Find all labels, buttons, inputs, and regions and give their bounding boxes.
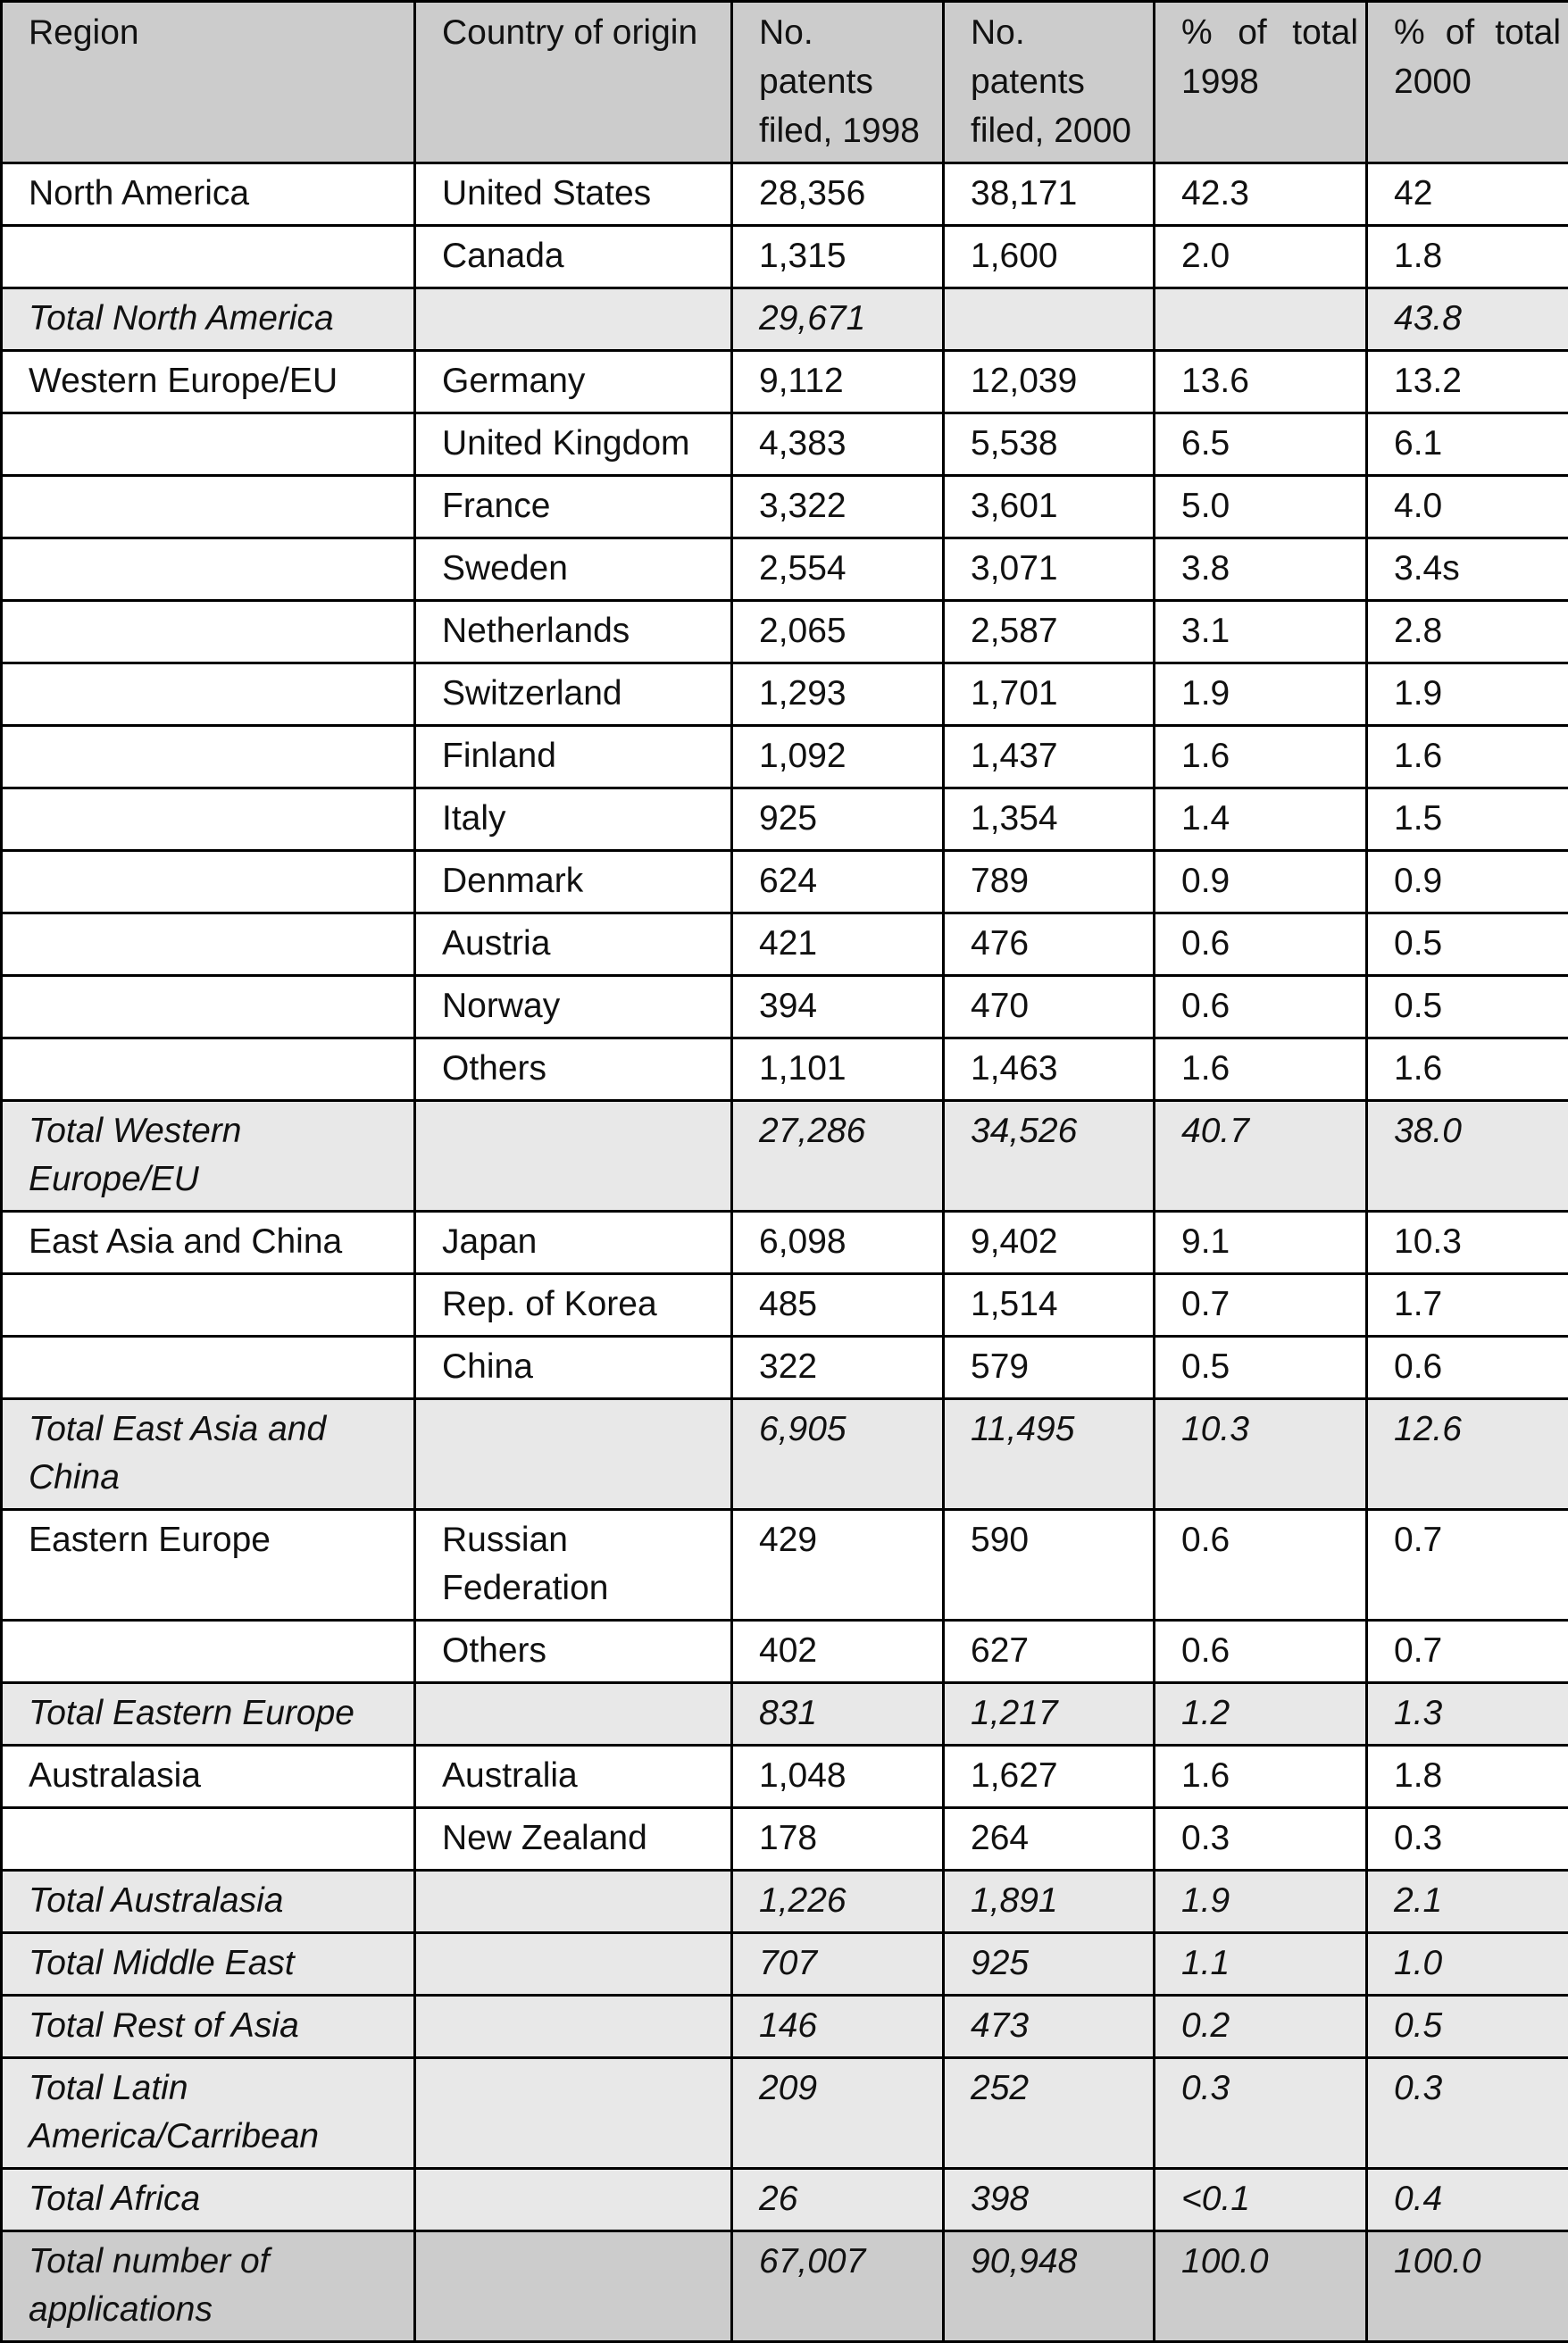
cell-patents-2000: 5,538 xyxy=(944,413,1155,476)
header-country: Country of origin xyxy=(415,2,732,163)
cell-region: Total Africa xyxy=(2,2169,415,2231)
cell-region xyxy=(2,851,415,913)
cell-patents-1998: 1,048 xyxy=(732,1746,944,1808)
cell-pct-2000: 1.0 xyxy=(1367,1933,1568,1996)
cell-country xyxy=(415,1101,732,1212)
cell-region: Australasia xyxy=(2,1746,415,1808)
cell-country xyxy=(415,2169,732,2231)
table-row xyxy=(2,913,1568,976)
cell-region: Total Middle East xyxy=(2,1933,415,1996)
cell-pct-1998: 9.1 xyxy=(1155,1212,1367,1274)
cell-region: North America xyxy=(2,163,415,226)
header-patents-2000: No. patents filed, 2000 xyxy=(944,2,1155,163)
cell-patents-2000: 3,601 xyxy=(944,476,1155,538)
cell-region xyxy=(2,663,415,726)
table-row xyxy=(2,1746,1568,1808)
cell-pct-1998: 5.0 xyxy=(1155,476,1367,538)
cell-patents-2000: 476 xyxy=(944,913,1155,976)
cell-patents-1998: 209 xyxy=(732,2058,944,2169)
subtotal-row xyxy=(2,1933,1568,1996)
cell-country: Switzerland xyxy=(415,663,732,726)
cell-pct-2000: 1.3 xyxy=(1367,1683,1568,1746)
table-row xyxy=(2,1038,1568,1101)
table-row xyxy=(2,976,1568,1038)
cell-patents-1998: 9,112 xyxy=(732,351,944,413)
cell-country xyxy=(415,1871,732,1933)
cell-patents-1998: 1,293 xyxy=(732,663,944,726)
header-pct-2000: % of total 2000 xyxy=(1367,2,1568,163)
cell-region xyxy=(2,913,415,976)
cell-pct-1998: 0.6 xyxy=(1155,913,1367,976)
cell-patents-1998: 402 xyxy=(732,1621,944,1683)
cell-pct-2000: 2.8 xyxy=(1367,601,1568,663)
cell-patents-2000: 473 xyxy=(944,1996,1155,2058)
cell-pct-2000: 0.5 xyxy=(1367,913,1568,976)
cell-country: New Zealand xyxy=(415,1808,732,1871)
cell-country: Netherlands xyxy=(415,601,732,663)
cell-pct-1998: 0.6 xyxy=(1155,1621,1367,1683)
cell-patents-1998: 831 xyxy=(732,1683,944,1746)
cell-pct-2000: 1.8 xyxy=(1367,1746,1568,1808)
cell-patents-2000: 252 xyxy=(944,2058,1155,2169)
cell-country: United States xyxy=(415,163,732,226)
cell-patents-2000: 1,354 xyxy=(944,788,1155,851)
subtotal-row xyxy=(2,1399,1568,1510)
cell-region: Total North America xyxy=(2,288,415,351)
cell-region xyxy=(2,413,415,476)
cell-patents-2000: 1,437 xyxy=(944,726,1155,788)
cell-pct-1998: 40.7 xyxy=(1155,1101,1367,1212)
cell-pct-2000: 1.6 xyxy=(1367,1038,1568,1101)
cell-pct-2000: 13.2 xyxy=(1367,351,1568,413)
cell-patents-2000: 398 xyxy=(944,2169,1155,2231)
cell-country xyxy=(415,2058,732,2169)
cell-patents-2000: 12,039 xyxy=(944,351,1155,413)
cell-pct-1998: 0.7 xyxy=(1155,1274,1367,1337)
cell-pct-2000: 0.4 xyxy=(1367,2169,1568,2231)
cell-patents-1998: 624 xyxy=(732,851,944,913)
cell-pct-2000: 1.8 xyxy=(1367,226,1568,288)
cell-patents-2000: 1,701 xyxy=(944,663,1155,726)
cell-patents-2000: 1,217 xyxy=(944,1683,1155,1746)
cell-pct-1998: 1.1 xyxy=(1155,1933,1367,1996)
cell-pct-1998 xyxy=(1155,288,1367,351)
cell-pct-1998: 42.3 xyxy=(1155,163,1367,226)
cell-country: Others xyxy=(415,1038,732,1101)
cell-pct-1998: 6.5 xyxy=(1155,413,1367,476)
cell-pct-1998: 1.6 xyxy=(1155,1746,1367,1808)
cell-patents-1998: 485 xyxy=(732,1274,944,1337)
subtotal-row xyxy=(2,1683,1568,1746)
cell-patents-2000: 34,526 xyxy=(944,1101,1155,1212)
header-patents-1998: No. patents filed, 1998 xyxy=(732,2,944,163)
cell-patents-2000: 38,171 xyxy=(944,163,1155,226)
cell-pct-2000: 1.7 xyxy=(1367,1274,1568,1337)
cell-region xyxy=(2,1038,415,1101)
table-row xyxy=(2,476,1568,538)
cell-patents-2000: 1,514 xyxy=(944,1274,1155,1337)
cell-pct-2000: 42 xyxy=(1367,163,1568,226)
cell-region xyxy=(2,226,415,288)
cell-pct-2000: 43.8 xyxy=(1367,288,1568,351)
cell-patents-1998: 28,356 xyxy=(732,163,944,226)
cell-pct-1998: 3.8 xyxy=(1155,538,1367,601)
table-row xyxy=(2,726,1568,788)
cell-patents-2000 xyxy=(944,288,1155,351)
cell-region: Eastern Europe xyxy=(2,1510,415,1621)
cell-country: Denmark xyxy=(415,851,732,913)
cell-region xyxy=(2,601,415,663)
cell-region: East Asia and China xyxy=(2,1212,415,1274)
header-row xyxy=(2,2,1568,163)
cell-patents-2000: 627 xyxy=(944,1621,1155,1683)
cell-region: Total Australasia xyxy=(2,1871,415,1933)
cell-country: Sweden xyxy=(415,538,732,601)
table-row xyxy=(2,351,1568,413)
table-body xyxy=(2,163,1568,2342)
cell-region: Total East Asia and China xyxy=(2,1399,415,1510)
cell-pct-2000: 0.9 xyxy=(1367,851,1568,913)
cell-patents-2000: 1,463 xyxy=(944,1038,1155,1101)
table-row xyxy=(2,788,1568,851)
header-region: Region xyxy=(2,2,415,163)
grand-total-row xyxy=(2,2231,1568,2342)
cell-patents-2000: 925 xyxy=(944,1933,1155,1996)
cell-pct-2000: 2.1 xyxy=(1367,1871,1568,1933)
cell-pct-1998: <0.1 xyxy=(1155,2169,1367,2231)
table-row xyxy=(2,851,1568,913)
cell-country xyxy=(415,288,732,351)
cell-pct-2000: 38.0 xyxy=(1367,1101,1568,1212)
cell-pct-1998: 10.3 xyxy=(1155,1399,1367,1510)
cell-patents-1998: 67,007 xyxy=(732,2231,944,2342)
cell-patents-1998: 394 xyxy=(732,976,944,1038)
table-row xyxy=(2,1274,1568,1337)
cell-country: Canada xyxy=(415,226,732,288)
cell-pct-1998: 1.9 xyxy=(1155,663,1367,726)
header-pct-1998: % of total 1998 xyxy=(1155,2,1367,163)
cell-region xyxy=(2,726,415,788)
cell-patents-2000: 1,891 xyxy=(944,1871,1155,1933)
cell-region xyxy=(2,476,415,538)
cell-country: Germany xyxy=(415,351,732,413)
cell-patents-1998: 1,315 xyxy=(732,226,944,288)
cell-pct-2000: 0.5 xyxy=(1367,1996,1568,2058)
cell-patents-1998: 1,101 xyxy=(732,1038,944,1101)
cell-country: Norway xyxy=(415,976,732,1038)
cell-pct-2000: 12.6 xyxy=(1367,1399,1568,1510)
cell-patents-2000: 9,402 xyxy=(944,1212,1155,1274)
cell-country: Finland xyxy=(415,726,732,788)
subtotal-row xyxy=(2,2058,1568,2169)
cell-pct-2000: 100.0 xyxy=(1367,2231,1568,2342)
cell-country: Others xyxy=(415,1621,732,1683)
cell-patents-2000: 3,071 xyxy=(944,538,1155,601)
cell-patents-1998: 1,226 xyxy=(732,1871,944,1933)
cell-pct-2000: 0.5 xyxy=(1367,976,1568,1038)
cell-country: Italy xyxy=(415,788,732,851)
cell-pct-1998: 1.6 xyxy=(1155,1038,1367,1101)
cell-patents-1998: 707 xyxy=(732,1933,944,1996)
cell-patents-1998: 146 xyxy=(732,1996,944,2058)
cell-pct-2000: 6.1 xyxy=(1367,413,1568,476)
cell-patents-2000: 579 xyxy=(944,1337,1155,1399)
cell-pct-2000: 10.3 xyxy=(1367,1212,1568,1274)
cell-patents-2000: 2,587 xyxy=(944,601,1155,663)
cell-region: Total number of applications xyxy=(2,2231,415,2342)
cell-region xyxy=(2,976,415,1038)
cell-country xyxy=(415,1399,732,1510)
cell-patents-1998: 322 xyxy=(732,1337,944,1399)
cell-pct-1998: 3.1 xyxy=(1155,601,1367,663)
cell-pct-1998: 100.0 xyxy=(1155,2231,1367,2342)
table-row xyxy=(2,413,1568,476)
cell-pct-1998: 0.6 xyxy=(1155,1510,1367,1621)
cell-patents-1998: 178 xyxy=(732,1808,944,1871)
cell-country: Austria xyxy=(415,913,732,976)
cell-pct-2000: 0.6 xyxy=(1367,1337,1568,1399)
table-row xyxy=(2,1621,1568,1683)
cell-patents-1998: 421 xyxy=(732,913,944,976)
cell-pct-2000: 1.9 xyxy=(1367,663,1568,726)
cell-pct-2000: 1.5 xyxy=(1367,788,1568,851)
table-row xyxy=(2,1212,1568,1274)
cell-patents-2000: 590 xyxy=(944,1510,1155,1621)
cell-pct-2000: 1.6 xyxy=(1367,726,1568,788)
cell-pct-2000: 3.4s xyxy=(1367,538,1568,601)
cell-patents-1998: 6,098 xyxy=(732,1212,944,1274)
cell-region xyxy=(2,788,415,851)
cell-patents-1998: 3,322 xyxy=(732,476,944,538)
cell-pct-2000: 0.3 xyxy=(1367,1808,1568,1871)
cell-country xyxy=(415,2231,732,2342)
cell-country xyxy=(415,1996,732,2058)
cell-patents-1998: 29,671 xyxy=(732,288,944,351)
table-row xyxy=(2,538,1568,601)
cell-region: Total Latin America/Carribean xyxy=(2,2058,415,2169)
subtotal-row xyxy=(2,1871,1568,1933)
cell-country: China xyxy=(415,1337,732,1399)
cell-patents-1998: 26 xyxy=(732,2169,944,2231)
cell-patents-2000: 470 xyxy=(944,976,1155,1038)
cell-pct-2000: 4.0 xyxy=(1367,476,1568,538)
cell-patents-1998: 2,065 xyxy=(732,601,944,663)
cell-region: Total Rest of Asia xyxy=(2,1996,415,2058)
cell-country: Russian Federation xyxy=(415,1510,732,1621)
cell-patents-1998: 4,383 xyxy=(732,413,944,476)
cell-pct-1998: 1.2 xyxy=(1155,1683,1367,1746)
cell-pct-1998: 1.4 xyxy=(1155,788,1367,851)
cell-pct-1998: 0.5 xyxy=(1155,1337,1367,1399)
cell-pct-2000: 0.3 xyxy=(1367,2058,1568,2169)
cell-country: Australia xyxy=(415,1746,732,1808)
cell-pct-1998: 0.3 xyxy=(1155,1808,1367,1871)
cell-region xyxy=(2,1808,415,1871)
cell-patents-2000: 1,627 xyxy=(944,1746,1155,1808)
cell-patents-2000: 11,495 xyxy=(944,1399,1155,1510)
cell-patents-1998: 1,092 xyxy=(732,726,944,788)
cell-region xyxy=(2,538,415,601)
cell-region: Total Western Europe/EU xyxy=(2,1101,415,1212)
table-row xyxy=(2,1337,1568,1399)
cell-country: United Kingdom xyxy=(415,413,732,476)
cell-pct-1998: 0.9 xyxy=(1155,851,1367,913)
cell-patents-1998: 925 xyxy=(732,788,944,851)
cell-pct-2000: 0.7 xyxy=(1367,1621,1568,1683)
cell-region: Total Eastern Europe xyxy=(2,1683,415,1746)
subtotal-row xyxy=(2,288,1568,351)
cell-patents-1998: 27,286 xyxy=(732,1101,944,1212)
cell-region: Western Europe/EU xyxy=(2,351,415,413)
table-row xyxy=(2,163,1568,226)
cell-pct-1998: 0.2 xyxy=(1155,1996,1367,2058)
cell-pct-1998: 1.9 xyxy=(1155,1871,1367,1933)
cell-pct-2000: 0.7 xyxy=(1367,1510,1568,1621)
cell-patents-2000: 264 xyxy=(944,1808,1155,1871)
table-header xyxy=(2,2,1568,163)
cell-region xyxy=(2,1621,415,1683)
cell-pct-1998: 2.0 xyxy=(1155,226,1367,288)
cell-country: Japan xyxy=(415,1212,732,1274)
cell-patents-1998: 2,554 xyxy=(732,538,944,601)
cell-pct-1998: 0.3 xyxy=(1155,2058,1367,2169)
cell-country: France xyxy=(415,476,732,538)
cell-pct-1998: 1.6 xyxy=(1155,726,1367,788)
table-row xyxy=(2,601,1568,663)
subtotal-row xyxy=(2,1996,1568,2058)
table-row xyxy=(2,226,1568,288)
cell-pct-1998: 13.6 xyxy=(1155,351,1367,413)
table-row xyxy=(2,663,1568,726)
cell-country xyxy=(415,1683,732,1746)
table-row xyxy=(2,1510,1568,1621)
cell-patents-1998: 6,905 xyxy=(732,1399,944,1510)
cell-patents-1998: 429 xyxy=(732,1510,944,1621)
table-row xyxy=(2,1808,1568,1871)
cell-country xyxy=(415,1933,732,1996)
cell-patents-2000: 90,948 xyxy=(944,2231,1155,2342)
subtotal-row xyxy=(2,2169,1568,2231)
subtotal-row xyxy=(2,1101,1568,1212)
cell-region xyxy=(2,1337,415,1399)
cell-patents-2000: 789 xyxy=(944,851,1155,913)
cell-patents-2000: 1,600 xyxy=(944,226,1155,288)
cell-country: Rep. of Korea xyxy=(415,1274,732,1337)
cell-region xyxy=(2,1274,415,1337)
cell-pct-1998: 0.6 xyxy=(1155,976,1367,1038)
